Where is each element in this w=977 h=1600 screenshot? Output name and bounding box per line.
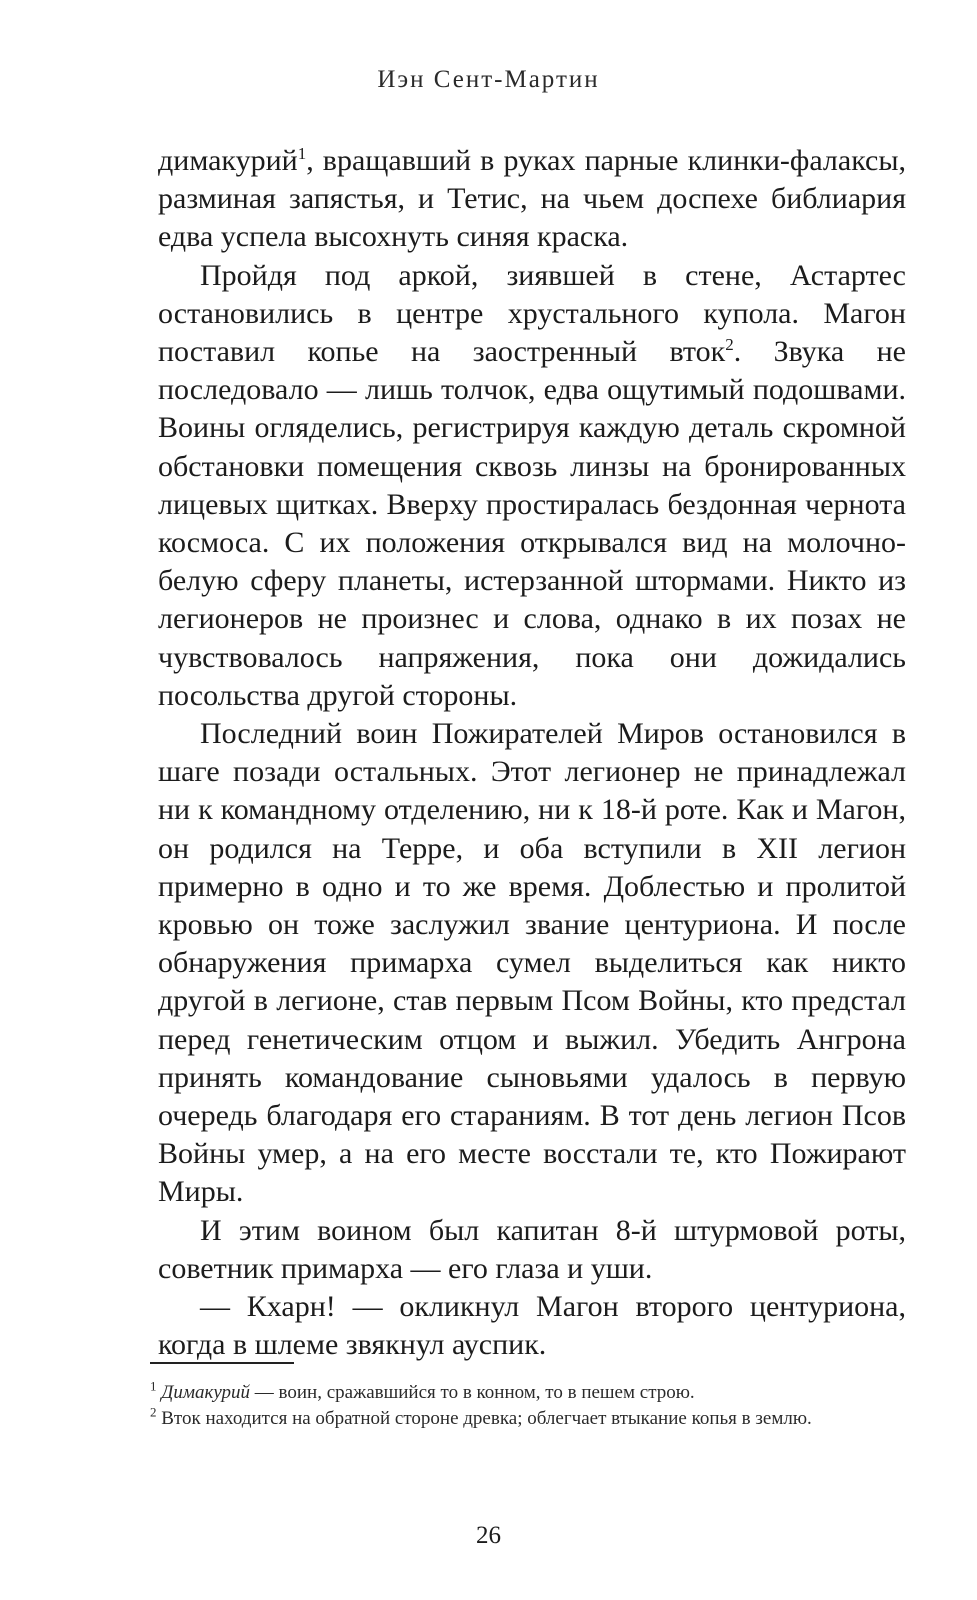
paragraph-1-text-b: , вращавший в руках парные клинки-фалаксы, разминая запястья, и Тетис, на чьем доспехе библиария едва успела высохнуть синяя краска. [158,144,906,254]
paragraph-2-text-a: Пройдя под аркой, зиявшей в стене, Астартес остановились в центре хрустального купола. Магон поставил копье на заостренный вток [158,258,906,369]
footnote-2-text: Вток находится на обратной стороне древка; облегчает втыкание копья в землю. [161,1408,812,1429]
paragraph-1-text-a: димакурий [158,144,298,177]
footnote-ref-1[interactable]: 1 [297,144,307,163]
footnotes [150,1380,904,1432]
footnote-1-text: — воин, сражавшийся то в конном, то в пешем строю. [250,1382,695,1403]
main-text [158,142,906,1365]
footnote-ref-2[interactable]: 2 [725,335,734,355]
footnote-2 [150,1406,904,1432]
paragraph-2 [158,257,906,715]
footnote-divider [150,1362,294,1364]
page-number: 26 [476,1522,501,1549]
footnote-1 [150,1380,904,1406]
paragraph-1 [158,142,906,257]
running-head: Иэн Сент-Мартин [377,66,600,93]
footnote-2-number: 2 [150,1404,157,1420]
footnote-1-number: 1 [150,1378,157,1394]
paragraph-2-text-b: . Звука не последовало — лишь толчок, едва ощутимый подошвами. Воины огляделись, регистрируя каждую деталь скромной обстановки помещения сквозь линзы на бронированных лицевых щитках. Вверху простиралась бездонная чернота космоса. С их положения открывался вид на молочно-белую сферу планеты, истерзанной штормами. Никто из легионеров не произнес и слова, однако в их позах не чувствовалось напряжения, пока они дожидались посольства другой стороны. [158,335,906,712]
paragraph-5: — Кхарн! — окликнул Магон второго центуриона, когда в шлеме звякнул ауспик. [158,1290,906,1362]
paragraph-4: И этим воином был капитан 8-й штурмовой роты, советник примарха — его глаза и уши. [158,1213,906,1285]
footnote-1-term: Димакурий [161,1382,251,1403]
paragraph-3: Последний воин Пожирателей Миров остановился в шаге позади остальных. Этот легионер не принадлежал ни к командному отделению, ни к 18-й роте. Как и Магон, он родился на Терре, и оба вступили в XII легион примерно в одно и то же время. Доблестью и пролитой кровью он тоже заслужил звание центуриона. И после обнаружения примарха сумел выделиться как никто другой в легионе, став первым Псом Войны, кто предстал перед генетическим отцом и выжил. Убедить Ангрона принять командование сыновьями удалось в первую очередь благодаря его стараниям. В тот день легион Псов Войны умер, а на его месте восстали те, кто Пожирают Миры. [158,717,906,1209]
